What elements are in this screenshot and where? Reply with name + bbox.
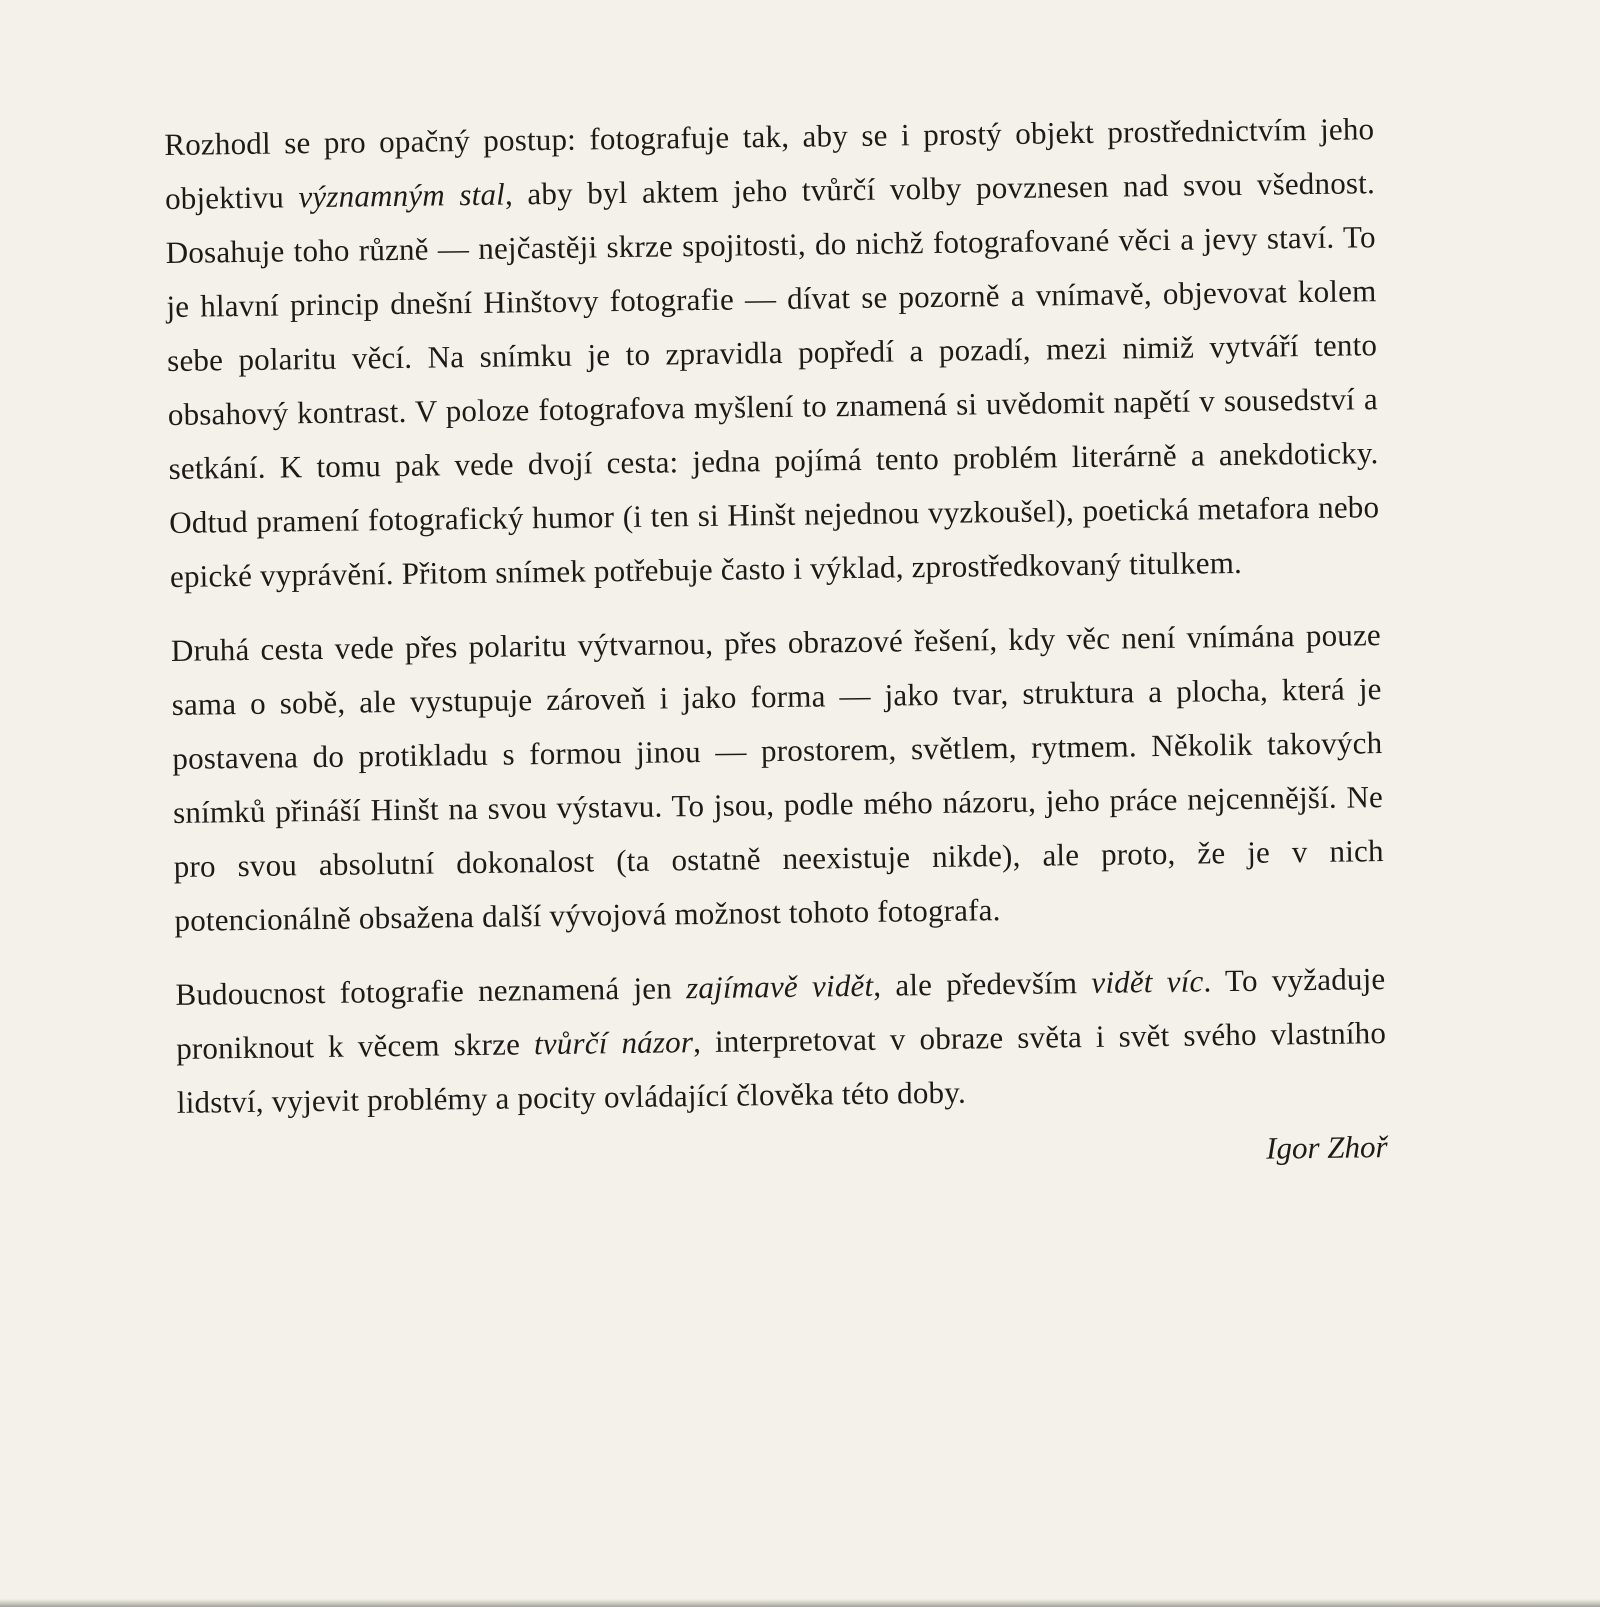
paragraph-3 bbox=[175, 952, 1387, 1130]
text-run: , interpretovat v obraze světa i svět svého vlastního lidství, vyjevit problémy a pocity ovládající člověka této doby. bbox=[176, 1015, 1387, 1120]
paragraph-1 bbox=[164, 102, 1380, 604]
italic-emphasis: vidět víc bbox=[1091, 963, 1204, 1000]
article-text bbox=[164, 102, 1388, 1166]
text-run: Druhá cesta vede přes polaritu výtvarnou, přes obrazové řešení, kdy věc není vnímána pouze sama o sobě, ale vystupuje zároveň i jako forma — jako tvar, struktura a plocha, která je postavena do protikladu s formou jinou — prostorem, světlem, rytmem. Několik takových snímků přináší Hinšt na svou výstavu. To jsou, podle mého názoru, jeho práce nejcennější. Ne pro svou absolutní dokonalost (ta ostatně neexistuje nikde), ale proto, že je v nich potencionálně obsažena další vývojová možnost tohoto fotografa. bbox=[170, 617, 1384, 938]
italic-emphasis: tvůrčí názor bbox=[533, 1024, 694, 1062]
text-run: Budoucnost fotografie neznamená jen bbox=[175, 970, 687, 1012]
page-bottom-edge bbox=[0, 1599, 1600, 1607]
text-run: , aby byl aktem jeho tvůrčí volby povznesen nad svou všednost. Dosahuje toho různě — nejčastěji skrze spojitosti, do nichž fotografované věci a jevy staví. To je hlavní princip dnešní Hinštovy fotografie — dívat se pozorně a vnímavě, objevovat kolem sebe polaritu věcí. Na snímku je to zpravidla popředí a pozadí, mezi nimiž vytváří tento obsahový kontrast. V poloze fotografova myšlení to znamená si uvědomit napětí v sousedství a setkání. K tomu pak vede dvojí cesta: jedna pojímá tento problém literárně a anekdoticky. Odtud pramení fotografický humor (i ten si Hinšt nejednou vyzkoušel), poetická metafora nebo epické vyprávění. Přitom snímek potřebuje často i výklad, zprostředkovaný titulkem. bbox=[165, 165, 1380, 594]
italic-emphasis: významným stal bbox=[298, 176, 506, 215]
italic-emphasis: zajímavě vidět bbox=[685, 967, 874, 1006]
paragraph-2 bbox=[171, 608, 1385, 948]
text-run: , ale především bbox=[873, 964, 1092, 1003]
author-signature: Igor Zhoř bbox=[1265, 1129, 1388, 1166]
text-run: Rozhodl se pro opačný postup: fotografuje tak, aby se i prostý objekt prostřednictvím jeho objektivu bbox=[164, 111, 1375, 216]
text-run: . To vyžaduje proniknout k věcem skrze bbox=[175, 961, 1386, 1066]
